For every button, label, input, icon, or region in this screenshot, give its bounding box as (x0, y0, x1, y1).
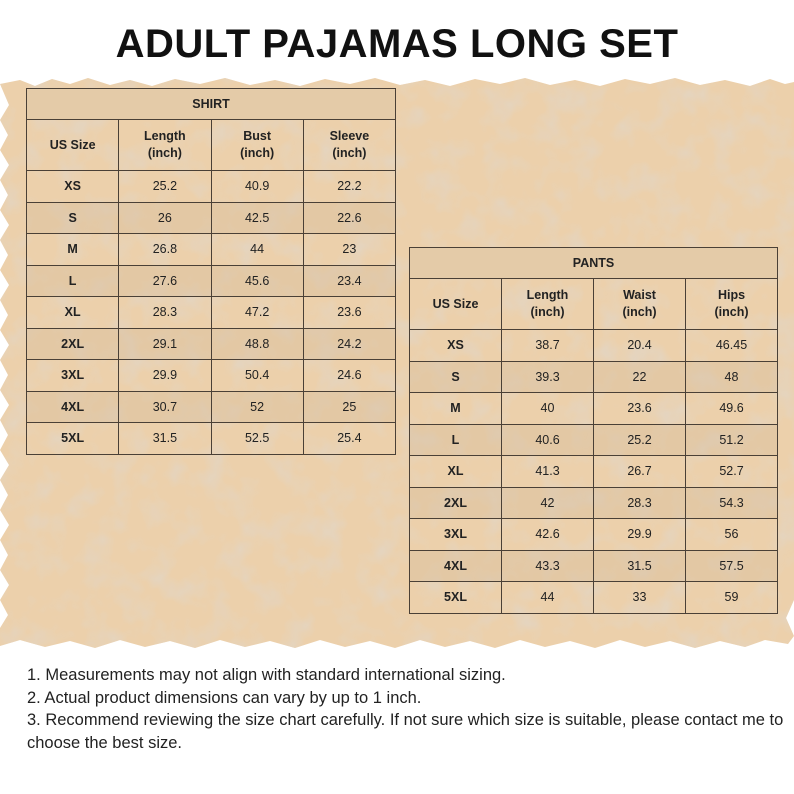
measurement-cell: 31.5 (594, 550, 686, 582)
table-row (410, 393, 778, 425)
measurement-cell: 44 (211, 234, 303, 266)
table-row (27, 234, 396, 266)
measurement-cell: 29.9 (594, 519, 686, 551)
measurement-cell: 33 (594, 582, 686, 614)
measurement-cell: 40 (502, 393, 594, 425)
pants-column-header: US Size (410, 279, 502, 330)
measurement-cell: 47.2 (211, 297, 303, 329)
measurement-cell: 24.6 (303, 360, 395, 392)
size-notes (27, 664, 787, 754)
table-row (27, 265, 396, 297)
table-row (410, 582, 778, 614)
measurement-cell: 49.6 (686, 393, 778, 425)
size-label-cell: XS (410, 330, 502, 362)
shirt-size-table (26, 88, 396, 455)
pants-column-header: Waist (inch) (594, 279, 686, 330)
size-label-cell: 3XL (27, 360, 119, 392)
measurement-cell: 25.2 (594, 424, 686, 456)
measurement-cell: 23.6 (303, 297, 395, 329)
size-label-cell: M (27, 234, 119, 266)
page-title: ADULT PAJAMAS LONG SET (115, 22, 679, 66)
pants-table-caption: PANTS (410, 248, 778, 279)
measurement-cell: 57.5 (686, 550, 778, 582)
note-2: 2. Actual product dimensions can vary by up to 1 inch. (27, 688, 422, 707)
size-label-cell: XS (27, 171, 119, 203)
shirt-column-header: Length (inch) (119, 120, 211, 171)
measurement-cell: 20.4 (594, 330, 686, 362)
measurement-cell: 30.7 (119, 391, 211, 423)
table-row (27, 202, 396, 234)
measurement-cell: 40.9 (211, 171, 303, 203)
measurement-cell: 23 (303, 234, 395, 266)
shirt-column-header: Sleeve (inch) (303, 120, 395, 171)
size-label-cell: 5XL (27, 423, 119, 455)
measurement-cell: 22.6 (303, 202, 395, 234)
table-row (410, 361, 778, 393)
shirt-table-body (27, 171, 396, 455)
measurement-cell: 52.7 (686, 456, 778, 488)
size-label-cell: 2XL (27, 328, 119, 360)
measurement-cell: 59 (686, 582, 778, 614)
pants-header-row (410, 279, 778, 330)
measurement-cell: 50.4 (211, 360, 303, 392)
table-row (410, 424, 778, 456)
size-label-cell: 3XL (410, 519, 502, 551)
size-label-cell: 4XL (410, 550, 502, 582)
size-label-cell: M (410, 393, 502, 425)
pants-column-header: Hips (inch) (686, 279, 778, 330)
measurement-cell: 42.5 (211, 202, 303, 234)
shirt-table-caption: SHIRT (27, 89, 396, 120)
table-row (410, 456, 778, 488)
measurement-cell: 22.2 (303, 171, 395, 203)
measurement-cell: 22 (594, 361, 686, 393)
measurement-cell: 25.2 (119, 171, 211, 203)
measurement-cell: 31.5 (119, 423, 211, 455)
measurement-cell: 44 (502, 582, 594, 614)
measurement-cell: 38.7 (502, 330, 594, 362)
measurement-cell: 27.6 (119, 265, 211, 297)
size-label-cell: 2XL (410, 487, 502, 519)
measurement-cell: 25.4 (303, 423, 395, 455)
shirt-header-row (27, 120, 396, 171)
table-row (27, 360, 396, 392)
measurement-cell: 23.4 (303, 265, 395, 297)
measurement-cell: 54.3 (686, 487, 778, 519)
table-row (410, 550, 778, 582)
measurement-cell: 56 (686, 519, 778, 551)
measurement-cell: 39.3 (502, 361, 594, 393)
measurement-cell: 26.7 (594, 456, 686, 488)
size-label-cell: S (27, 202, 119, 234)
table-row (410, 519, 778, 551)
measurement-cell: 42 (502, 487, 594, 519)
table-row (27, 328, 396, 360)
size-label-cell: XL (410, 456, 502, 488)
measurement-cell: 52.5 (211, 423, 303, 455)
measurement-cell: 26 (119, 202, 211, 234)
table-row (410, 330, 778, 362)
size-label-cell: L (410, 424, 502, 456)
measurement-cell: 29.9 (119, 360, 211, 392)
measurement-cell: 48 (686, 361, 778, 393)
measurement-cell: 24.2 (303, 328, 395, 360)
measurement-cell: 51.2 (686, 424, 778, 456)
size-label-cell: S (410, 361, 502, 393)
size-label-cell: XL (27, 297, 119, 329)
table-row (27, 423, 396, 455)
measurement-cell: 42.6 (502, 519, 594, 551)
pants-table-body (410, 330, 778, 614)
size-label-cell: L (27, 265, 119, 297)
size-label-cell: 4XL (27, 391, 119, 423)
pants-size-table (409, 247, 778, 614)
table-row (27, 297, 396, 329)
pants-column-header: Length (inch) (502, 279, 594, 330)
shirt-column-header: US Size (27, 120, 119, 171)
note-3: 3. Recommend reviewing the size chart carefully. If not sure which size is suitable, please contact me to choose the best size. (27, 711, 784, 752)
measurement-cell: 46.45 (686, 330, 778, 362)
measurement-cell: 45.6 (211, 265, 303, 297)
shirt-column-header: Bust (inch) (211, 120, 303, 171)
measurement-cell: 40.6 (502, 424, 594, 456)
table-row (27, 171, 396, 203)
table-row (27, 391, 396, 423)
measurement-cell: 28.3 (119, 297, 211, 329)
measurement-cell: 25 (303, 391, 395, 423)
note-1: 1. Measurements may not align with standard international sizing. (27, 666, 506, 684)
measurement-cell: 48.8 (211, 328, 303, 360)
measurement-cell: 52 (211, 391, 303, 423)
measurement-cell: 43.3 (502, 550, 594, 582)
table-row (410, 487, 778, 519)
size-label-cell: 5XL (410, 582, 502, 614)
measurement-cell: 23.6 (594, 393, 686, 425)
measurement-cell: 29.1 (119, 328, 211, 360)
measurement-cell: 26.8 (119, 234, 211, 266)
measurement-cell: 41.3 (502, 456, 594, 488)
measurement-cell: 28.3 (594, 487, 686, 519)
